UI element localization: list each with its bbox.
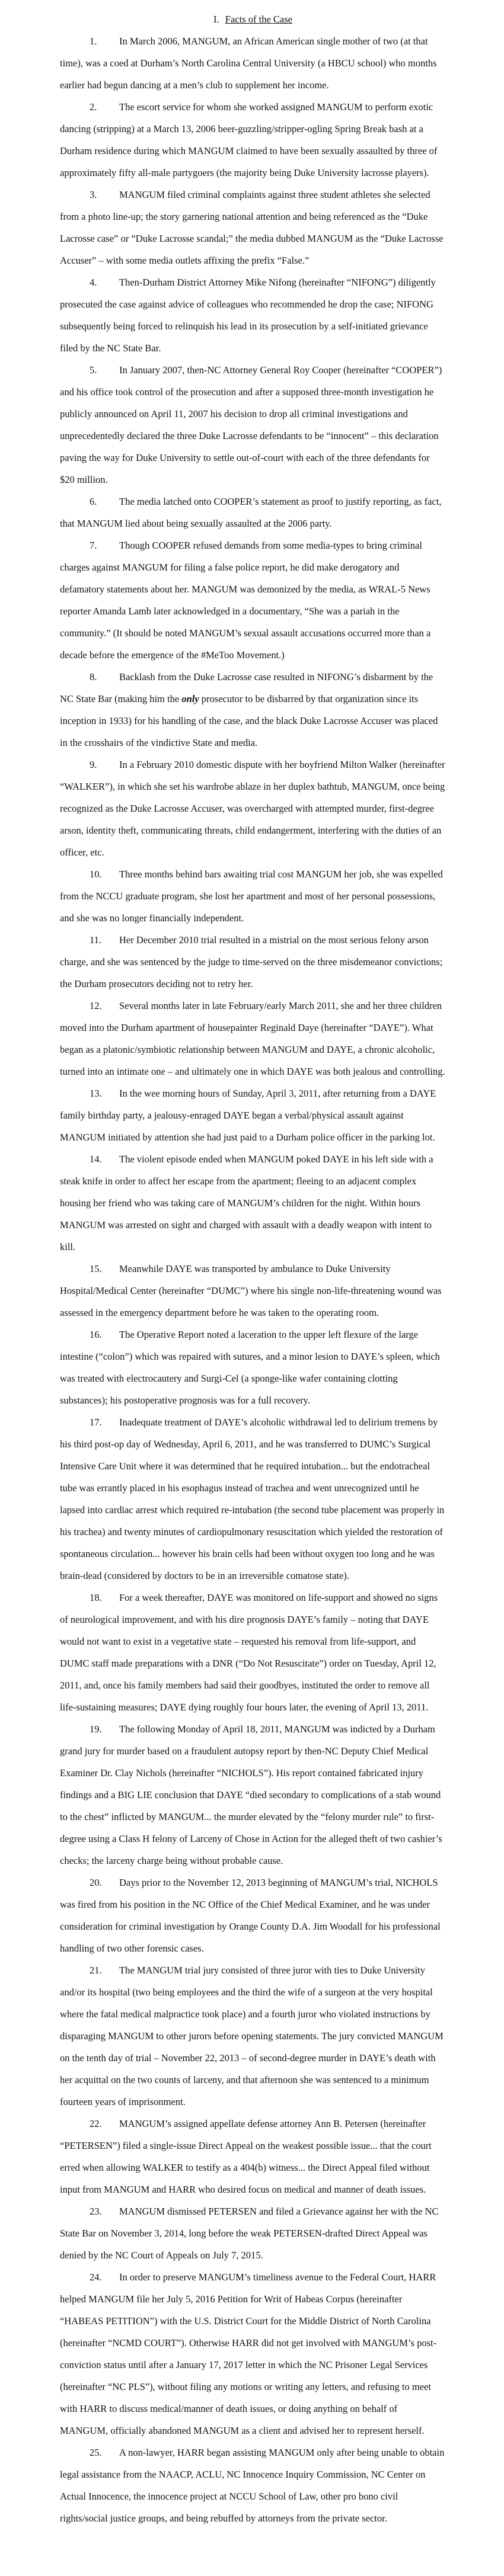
paragraph-text: In January 2007, then-NC Attorney General Roy Cooper (hereinafter “COOPER”) and his office took control of the prosecution and after a supposed three-month investigation he publicly announced on April 11, 2007 his decision to drop all criminal investigations and unprecedentedly declared the three Duke Lacrosse defendants to be “innocent” – this declaration paving the way for Duke University to settle out-of-court with each of the three defendants for $20 million. bbox=[60, 364, 442, 485]
paragraph-text: MANGUM filed criminal complaints against three student athletes she selected from a photo line-up; the story garnering national attention and being referenced as the “Duke Lacrosse case” or “Duke Lacrosse scandal;” the media dubbed MANGUM as the “Duke Lacrosse Accuser” – with some media outlets affixing the prefix “False.” bbox=[60, 189, 444, 266]
numbered-paragraph bbox=[60, 96, 446, 184]
numbered-paragraph bbox=[60, 1148, 446, 1258]
paragraph-number: 2. bbox=[90, 101, 97, 113]
section-heading bbox=[60, 8, 446, 30]
paragraph-number: 5. bbox=[90, 364, 97, 376]
paragraph-number: 24. bbox=[90, 2271, 102, 2283]
numbered-paragraph bbox=[60, 491, 446, 534]
paragraph-text: The MANGUM trial jury consisted of three juror with ties to Duke University and/or its hospital (two being employees and the third the wife of a surgeon at the very hospital where the fatal medical malpractice took place) and a fourth juror who violated instructions by disparaging MANGUM to other jurors before opening statements. The jury convicted MANGUM on the tenth day of trial – November 22, 2013 – of second-degree murder in DAYE’s death with her acquittal on the two counts of larceny, and that afternoon she was sentenced to a minimum fourteen years of imprisonment. bbox=[60, 1965, 444, 2107]
paragraph-number: 10. bbox=[90, 869, 102, 880]
numbered-paragraph bbox=[60, 30, 446, 96]
paragraph-text: Her December 2010 trial resulted in a mistrial on the most serious felony arson charge, and she was sentenced by the judge to time-served on the three misdemeanor convictions; the Durham prosecutors deciding not to retry her. bbox=[60, 934, 443, 989]
paragraph-text: Three months behind bars awaiting trial cost MANGUM her job, she was expelled from the NCCU graduate program, she lost her apartment and most of her personal possessions, and she was no longer financially independent. bbox=[60, 869, 443, 924]
paragraph-text: Then-Durham District Attorney Mike Nifong (hereinafter “NIFONG”) diligently prosecuted the case against advice of colleagues who recommended he drop the case; NIFONG subsequently being forced to relinquish his lead in its prosecution by a self-initiated grievance filed by the NC State Bar. bbox=[60, 277, 436, 354]
paragraph-number: 15. bbox=[90, 1263, 102, 1274]
numbered-paragraph bbox=[60, 534, 446, 666]
paragraph-number: 12. bbox=[90, 1000, 102, 1011]
paragraph-number: 16. bbox=[90, 1329, 102, 1340]
paragraph-number: 9. bbox=[90, 759, 97, 770]
paragraph-text: Backlash from the Duke Lacrosse case resulted in NIFONG’s disbarment by the NC State Bar (making him the bbox=[60, 671, 433, 704]
numbered-paragraph bbox=[60, 2113, 446, 2200]
paragraph-text: Though COOPER refused demands from some media-types to bring criminal charges against MANGUM for filing a false police report, he did make derogatory and defamatory statements about her. MANGUM was demonized by the media, as WRAL-5 News reporter Amanda Lamb later acknowledged in a documentary, “She was a pariah in the community.” (It should be noted MANGUM’s sexual assault accusations occurred more than a decade before the emergence of the #MeToo Movement.) bbox=[60, 540, 431, 661]
paragraph-number: 7. bbox=[90, 540, 97, 551]
paragraph-text: In order to preserve MANGUM’s timeliness avenue to the Federal Court, HARR helped MANGUM file her July 5, 2016 Petition for Writ of Habeas Corpus (hereinafter “HABEAS PETITION”) with the U.S. District Court for the Middle District of North Carolina (hereinafter “NCMD COURT”). Otherwise HARR did not get involved with MANGUM’s post-conviction status until after a January 17, 2017 letter in which the NC Prisoner Legal Services (hereinafter “NC PLS”), without filing any motions or writing any letters, and refusing to meet with HARR to discuss medical/manner of death issues, or doing anything on behalf of MANGUM, officially abandoned MANGUM as a client and advised her to represent herself. bbox=[60, 2271, 437, 2436]
paragraph-text: The violent episode ended when MANGUM poked DAYE in his left side with a steak knife in order to affect her escape from the apartment; fleeing to an adjacent complex housing her friend who was taking care of MANGUM’s children for the night. Within hours MANGUM was arrested on sight and charged with assault with a deadly weapon with intent to kill. bbox=[60, 1154, 433, 1252]
numbered-paragraph bbox=[60, 754, 446, 863]
paragraph-text: Days prior to the November 12, 2013 beginning of MANGUM’s trial, NICHOLS was fired from his position in the NC Office of the Chief Medical Examiner, and he was under consideration for criminal investigation by Orange County D.A. Jim Woodall for his professional handling of two other forensic cases. bbox=[60, 1877, 441, 1954]
numbered-paragraph bbox=[60, 995, 446, 1082]
numbered-paragraph bbox=[60, 2266, 446, 2442]
numbered-paragraph bbox=[60, 1258, 446, 1324]
paragraph-number: 25. bbox=[90, 2447, 102, 2458]
paragraph-number: 18. bbox=[90, 1592, 102, 1603]
numbered-paragraph bbox=[60, 1959, 446, 2113]
paragraph-text: The media latched onto COOPER’s statement as proof to justify reporting, as fact, that MANGUM lied about being sexually assaulted at the 2006 party. bbox=[60, 496, 442, 529]
paragraph-text: In March 2006, MANGUM, an African American single mother of two (at that time), was a coed at Durham’s North Carolina Central University (a HBCU school) who months earlier had begun dancing at a men’s club to supplement her income. bbox=[60, 36, 437, 91]
paragraph-text: The following Monday of April 18, 2011, MANGUM was indicted by a Durham grand jury for murder based on a fraudulent autopsy report by then-NC Deputy Chief Medical Examiner Dr. Clay Nichols (hereinafter “NICHOLS”). His report contained fabricated injury findings and a BIG LIE conclusion that DAYE “died secondary to complications of a stab wound to the chest” inflicted by MANGUM... the murder elevated by the “felony murder rule” to first-degree using a Class H felony of Larceny of Chose in Action for the alleged theft of two cashier’s checks; the larceny charge being without probable cause. bbox=[60, 1723, 442, 1866]
numbered-paragraph bbox=[60, 1872, 446, 1959]
numbered-paragraph bbox=[60, 184, 446, 271]
paragraph-text: The Operative Report noted a laceration to the upper left flexure of the large intestine (“colon”) which was repaired with sutures, and a minor lesion to DAYE’s spleen, which was treated with electrocautery and Surgi-Cel (a sponge-like wafer containing clotting substances); his postoperative prognosis was for a full recovery. bbox=[60, 1329, 440, 1406]
paragraph-number: 21. bbox=[90, 1965, 102, 1976]
numbered-paragraph bbox=[60, 271, 446, 359]
paragraph-text: Inadequate treatment of DAYE’s alcoholic withdrawal led to delirium tremens by his third post-op day of Wednesday, April 6, 2011, and he was transferred to DUMC’s Surgical Intensive Care Unit where it was determined that he required intubation... but the endotracheal tube was errantly placed in his esophagus instead of trachea and went unrecognized until he lapsed into cardiac arrest which required re-intubation (the second tube placement was properly in his trachea) and twenty minutes of cardiopulmonary resuscitation which yielded the restoration of spontaneous circulation... however his brain cells had been without oxygen too long and he was brain-dead (considered by doctors to be in an irreversible comatose state). bbox=[60, 1417, 445, 1581]
numbered-paragraph bbox=[60, 929, 446, 995]
document-page bbox=[60, 8, 446, 2529]
numbered-paragraph bbox=[60, 1324, 446, 1411]
paragraph-number: 19. bbox=[90, 1723, 102, 1735]
paragraph-number: 11. bbox=[90, 934, 102, 946]
paragraph-text: A non-lawyer, HARR began assisting MANGUM only after being unable to obtain legal assistance from the NAACP, ACLU, NC Innocence Inquiry Commission, NC Center on Actual Innocence, the innocence project at NCCU School of Law, other pro bono civil rights/social justice groups, and being rebuffed by attorneys from the private sector. bbox=[60, 2447, 445, 2524]
paragraph-number: 23. bbox=[90, 2206, 102, 2217]
numbered-paragraph bbox=[60, 1411, 446, 1587]
paragraph-number: 8. bbox=[90, 671, 97, 683]
paragraph-number: 6. bbox=[90, 496, 97, 507]
numbered-paragraph bbox=[60, 1082, 446, 1148]
paragraph-text: In a February 2010 domestic dispute with her boyfriend Milton Walker (hereinafter “WALKER”), in which she set his wardrobe ablaze in her duplex bathtub, MANGUM, once being recognized as the Duke Lacrosse Accuser, was overcharged with attempted murder, first-degree arson, identity theft, communicating threats, child endangerment, interfering with the duties of an officer, etc. bbox=[60, 759, 445, 858]
paragraph-text: Meanwhile DAYE was transported by ambulance to Duke University Hospital/Medical Center (hereinafter “DUMC”) where his single non-life-threatening wound was assessed in the emergency department before he was taken to the operating room. bbox=[60, 1263, 442, 1318]
numbered-paragraph bbox=[60, 863, 446, 929]
section-title: Facts of the Case bbox=[225, 14, 292, 25]
paragraph-text: The escort service for whom she worked assigned MANGUM to perform exotic dancing (stripping) at a March 13, 2006 beer-guzzling/stripper-ogling Spring Break bash at a Durham residence during which MANGUM claimed to have been sexually assaulted by three of approximately fifty all-male partygoers (the majority being Duke University lacrosse players). bbox=[60, 101, 438, 178]
paragraph-text: In the wee morning hours of Sunday, April 3, 2011, after returning from a DAYE family birthday party, a jealousy-enraged DAYE began a verbal/physical assault against MANGUM initiated by attention she had just paid to a Durham police officer in the parking lot. bbox=[60, 1088, 436, 1143]
paragraph-text: prosecutor to be disbarred by that organization since its inception in 1933) for his handling of the case, and the black Duke Lacrosse Accuser was placed in the crosshairs of the vindictive State and media. bbox=[60, 693, 438, 748]
paragraph-text: MANGUM’s assigned appellate defense attorney Ann B. Petersen (hereinafter “PETERSEN”) filed a single-issue Direct Appeal on the weakest possible issue... that the court erred when allowing WALKER to testify as a 404(b) witness... the Direct Appeal filed without input from MANGUM and HARR who desired focus on medical and manner of death issues. bbox=[60, 2118, 432, 2195]
paragraph-number: 17. bbox=[90, 1417, 102, 1428]
paragraph-number: 22. bbox=[90, 2118, 102, 2129]
numbered-paragraph bbox=[60, 2200, 446, 2266]
paragraph-text: For a week thereafter, DAYE was monitored on life-support and showed no signs of neurological improvement, and with his dire prognosis DAYE’s family – noting that DAYE would not want to exist in a vegetative state – requested his removal from life-support, and DUMC staff made preparations with a DNR (“Do Not Resuscitate”) order on Tuesday, April 12, 2011, and, once his family members had said their goodbyes, instituted the order to remove all life-sustaining measures; DAYE dying roughly four hours later, the evening of April 13, 2011. bbox=[60, 1592, 438, 1713]
numbered-paragraph bbox=[60, 359, 446, 491]
emphasized-word: only bbox=[181, 693, 199, 704]
numbered-paragraph bbox=[60, 2442, 446, 2529]
numbered-paragraph bbox=[60, 666, 446, 754]
paragraph-number: 14. bbox=[90, 1154, 102, 1165]
section-number: I. bbox=[213, 14, 219, 25]
paragraph-number: 4. bbox=[90, 277, 97, 288]
paragraph-number: 20. bbox=[90, 1877, 102, 1888]
paragraph-list bbox=[60, 30, 446, 2529]
paragraph-text: Several months later in late February/early March 2011, she and her three children moved into the Durham apartment of housepainter Reginald Daye (hereinafter “DAYE”). What began as a platonic/symbiotic relationship between MANGUM and DAYE, a chronic alcoholic, turned into an intimate one – and ultimately one in which DAYE was both jealous and controlling. bbox=[60, 1000, 445, 1077]
paragraph-number: 1. bbox=[90, 36, 97, 47]
paragraph-number: 13. bbox=[90, 1088, 102, 1099]
paragraph-number: 3. bbox=[90, 189, 97, 200]
numbered-paragraph bbox=[60, 1587, 446, 1718]
paragraph-text: MANGUM dismissed PETERSEN and filed a Grievance against her with the NC State Bar on November 3, 2014, long before the weak PETERSEN-drafted Direct Appeal was denied by the NC Court of Appeals on July 7, 2015. bbox=[60, 2206, 439, 2261]
numbered-paragraph bbox=[60, 1718, 446, 1872]
